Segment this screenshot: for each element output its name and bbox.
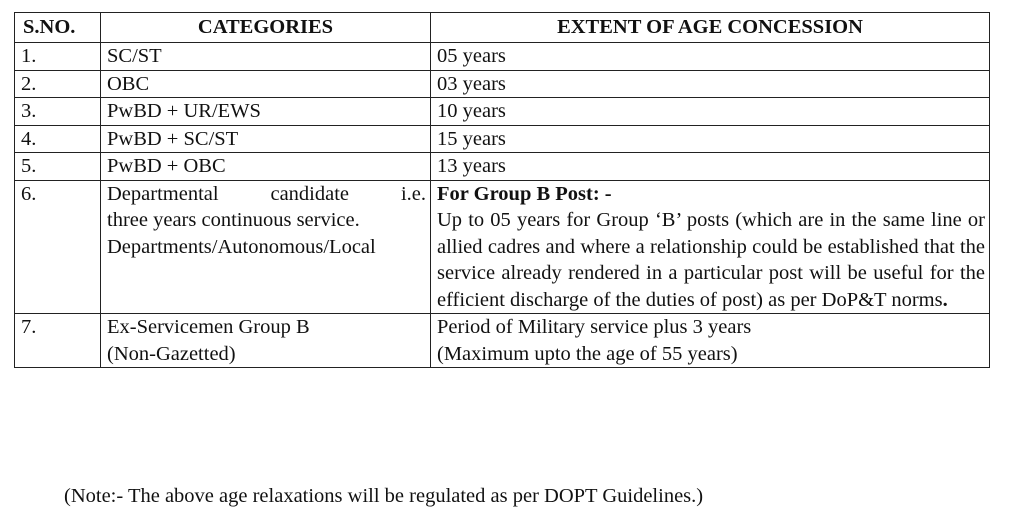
header-sno: S.NO. (15, 13, 101, 43)
guidelines-note: (Note:- The above age relaxations will be regulated as per DOPT Guidelines.) (64, 485, 704, 507)
table-row (15, 98, 990, 126)
row-sno: 5. (15, 153, 101, 181)
row-sno: 4. (15, 125, 101, 153)
row-sno: 7. (15, 314, 101, 368)
row-sno: 1. (15, 43, 101, 71)
table-row (15, 70, 990, 98)
row-category: OBC (101, 70, 431, 98)
row-extent-departmental (431, 180, 990, 314)
row-category: PwBD + UR/EWS (101, 98, 431, 126)
table-row-ex-servicemen (15, 314, 990, 368)
extent-line: Period of Military service plus 3 years (437, 316, 752, 338)
row-sno: 6. (15, 180, 101, 314)
row-category-departmental (101, 180, 431, 314)
table-row (15, 125, 990, 153)
header-categories: CATEGORIES (101, 13, 431, 43)
table-row (15, 43, 990, 71)
group-b-text: Up to 05 years for Group ‘B’ posts (which are in the same line or allied cadres and where a relationship could be established that the service already rendered in a particular post will be useful for the efficient discharge of the duties of post) as per DoP&T norms (437, 209, 985, 311)
row-category: SC/ST (101, 43, 431, 71)
extent-line: (Maximum upto the age of 55 years) (437, 342, 738, 365)
category-line: three years continuous service. (107, 209, 360, 231)
row-category: PwBD + OBC (101, 153, 431, 181)
row-sno: 3. (15, 98, 101, 126)
row-category: PwBD + SC/ST (101, 125, 431, 153)
category-line: Ex-Servicemen Group B (107, 316, 310, 338)
row-extent: 03 years (431, 70, 990, 98)
row-extent: 10 years (431, 98, 990, 126)
row-extent-ex-servicemen (431, 314, 990, 368)
category-line: (Non-Gazetted) (107, 342, 236, 365)
row-sno: 2. (15, 70, 101, 98)
category-line: Departments/Autonomous/Local (107, 235, 376, 258)
table-row (15, 153, 990, 181)
row-category-ex-servicemen (101, 314, 431, 368)
table-row-departmental (15, 180, 990, 314)
table-header-row (15, 13, 990, 43)
row-extent: 05 years (431, 43, 990, 71)
header-extent: EXTENT OF AGE CONCESSION (431, 13, 990, 43)
row-extent: 13 years (431, 153, 990, 181)
age-concession-table (14, 12, 990, 368)
group-b-text-end: . (942, 288, 948, 311)
row-extent: 15 years (431, 125, 990, 153)
category-line: Departmental candidate i.e. (107, 182, 426, 205)
group-b-heading: For Group B Post: - (437, 182, 612, 205)
